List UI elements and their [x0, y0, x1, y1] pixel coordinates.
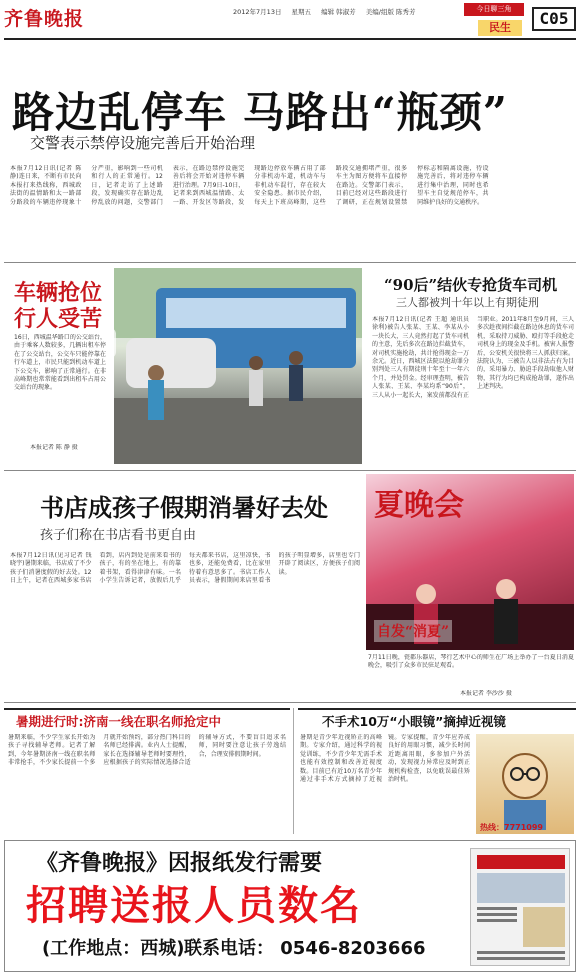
ad-title: 《齐鲁晚报》因报纸发行需要	[36, 851, 323, 876]
driver-body: 本报7月12日讯(记者 王超 通讯员 徐利)被告人张某、王某、李某从小一块长大，三人竟然打起了货车司机的主意，先后多次在路边拦截货车，对司机实施抢劫，共计抢得现金一万余元。近日，西城区法院以抢劫罪分别判处三人有期徒刑十年至十一年六个月，并处罚金。经审理查明，被告人张某、王某、李某均系“90后”，三人从小一起长大，案发前都没有正当职业。2011年8月至9月间，三人多次趁夜间拦截在路边休息的货车司机，采取持刀威胁、殴打等手段抢走司机身上的现金及手机。被害人报警后，公安机关很快将三人抓获归案。法院认为，三被告人以非法占有为目的，采用暴力、胁迫手段劫取他人财物，其行为均已构成抢劫罪，遂作出上述判决。	[372, 316, 574, 399]
eye-illustration-art	[476, 734, 574, 834]
lead-body: 本报7月12日讯(记者 陈 静)连日来，不断有市民向本报打来热线称，西城政法街的温情路和太一路部分路段的车辆违停现象十分严重，影响到一些司机和行人的正常通行。12日，记者走访了上述路段，发现确实存在路边乱停乱放的问题，交警部门表示，在路边禁停设施完善后将会开始对违停车辆进行治理。7月9日-10日，记者来到西城温情路、太一路、开发区等路段，发现路边停放车辆占用了部分非机动车道，机动车与非机动车混行，存在较大安全隐患。据市民介绍，每天上下班高峰期，这些路段交通拥堵严重，很多车主为图方便将车直接停在路边。交警部门表示，目前已经对这些路段进行了调研，正在规划设置禁停标志和隔离设施，待设施完善后，将对违停车辆进行集中治理，同时也希望车主自觉规范停车，共同维护良好的交通秩序。	[10, 165, 489, 206]
ad-main-text: 招聘送报人员数名	[26, 883, 362, 929]
summer-body: 暑期来临，不少学生家长开始为孩子寻找辅导老师。记者了解到，今年暑期济南一线在职名师非常抢手，不少家长提前一个多月就开始预约，部分热门科目的名师已经排满。业内人士提醒，家长在选择辅导老师时要理性，应根据孩子的实际情况选择合适的辅导方式，不要盲目追求名师，同时要注意让孩子劳逸结合，合理安排假期时间。	[8, 734, 286, 767]
lower-rule	[4, 702, 576, 703]
designer-credit: 美编/组版 陈秀芳	[365, 8, 416, 16]
lead-headline: 路边乱停车 马路出“瓶颈”	[12, 88, 508, 137]
lead-subhead: 交警表示禁停设施完善后开始治理	[30, 134, 256, 152]
taxi-shape	[126, 338, 216, 388]
eye-hotline: 热线：7771099	[480, 823, 543, 832]
masthead-logo: 齐鲁晚报	[4, 8, 85, 30]
editor-credit: 编辑 韩淑芳	[321, 8, 356, 16]
section-tag: 民生	[478, 20, 522, 36]
ad-location: (工作地点：西城)	[42, 938, 185, 959]
bookstore-body: 本报7月12日讯(见习记者 钱晓宇)暑期来临，书店成了不少孩子们消暑度假的好去处。12日上午，记者在西城多家书店看到，店内到处是前来看书的孩子，有的坐在地上，有的靠着书架，看得津津有味。一名小学生告诉记者，放假后几乎每天都来书店，这里凉快，书也多，还能免费看，比在家里待着有意思多了。书店工作人员表示，暑假期间来店里看书的孩子明显增多，店里也专门开辟了阅读区，方便孩子们阅读。	[10, 552, 360, 585]
page-number: C05	[532, 7, 576, 31]
photo-story-caption: 16日，西城温华路口的公交站台，由于乘客人数较多，几辆出租车停在了公交站台，公交车只能停靠在行车道上，市民只能到机动车道上下公交车，影响了正常通行。在非高峰期也常常能看到出租车占用公交站台的现象。	[14, 334, 106, 392]
newspaper-thumbnail	[470, 848, 570, 966]
column-tag: 今日聊三角	[464, 3, 524, 16]
photo-story-credit: 本报记者 陈 静 摄	[30, 444, 78, 451]
lead-rule	[4, 262, 576, 263]
masthead-rule	[4, 38, 576, 40]
bookstore-subtitle: 孩子们称在书店看书更自由	[40, 528, 197, 543]
newspaper-thumbnail-art	[471, 849, 571, 967]
driver-title: “90后”结伙专抢货车司机	[384, 276, 558, 294]
driver-subtitle: 三人都被判十年以上有期徒刑	[396, 296, 539, 309]
concert-photo-caption: 自发“消夏”	[374, 620, 452, 642]
issue-date: 2012年7月13日	[233, 8, 282, 16]
header-meta	[233, 7, 424, 16]
summer-title: 暑期进行时:济南一线在职名师抢定中	[16, 714, 221, 729]
eye-title: 不手术10万“小眼镜”摘掉近视镜	[322, 714, 506, 729]
mid-rule	[4, 470, 576, 471]
concert-side-credit: 本报记者 李沙沙 摄	[460, 690, 512, 697]
ad-phone: 联系电话： 0546-8203666	[184, 938, 426, 959]
concert-side-caption: 7月11日晚，瓷都乐器店，琴行艺术中心的师生在广场上举办了一台夏日消夏晚会，吸引了众多市民驻足观看。	[368, 654, 574, 670]
eye-illustration	[476, 734, 574, 834]
photo-story-title-1: 车辆抢位	[14, 280, 103, 306]
issue-weekday: 星期五	[291, 8, 312, 16]
bookstore-title: 书店成孩子假期消暑好去处	[40, 493, 328, 522]
eye-body: 暑期是青少年近视矫正的高峰期。专家介绍，通过科学的视觉训练，不少青少年无需手术也能有效控制和改善近视度数。目前已有近10万名青少年通过非手术方式摘掉了近视镜。专家提醒，青少年应养成良好的用眼习惯，减少长时间近距离用眼，多参加户外活动，发现视力异常应及时到正规机构检查，以免耽误最佳矫治时机。	[300, 734, 470, 784]
photo-story-title-2: 行人受苦	[14, 306, 103, 332]
column-divider	[293, 708, 294, 834]
concert-banner-text: 夏晚会	[374, 488, 464, 523]
